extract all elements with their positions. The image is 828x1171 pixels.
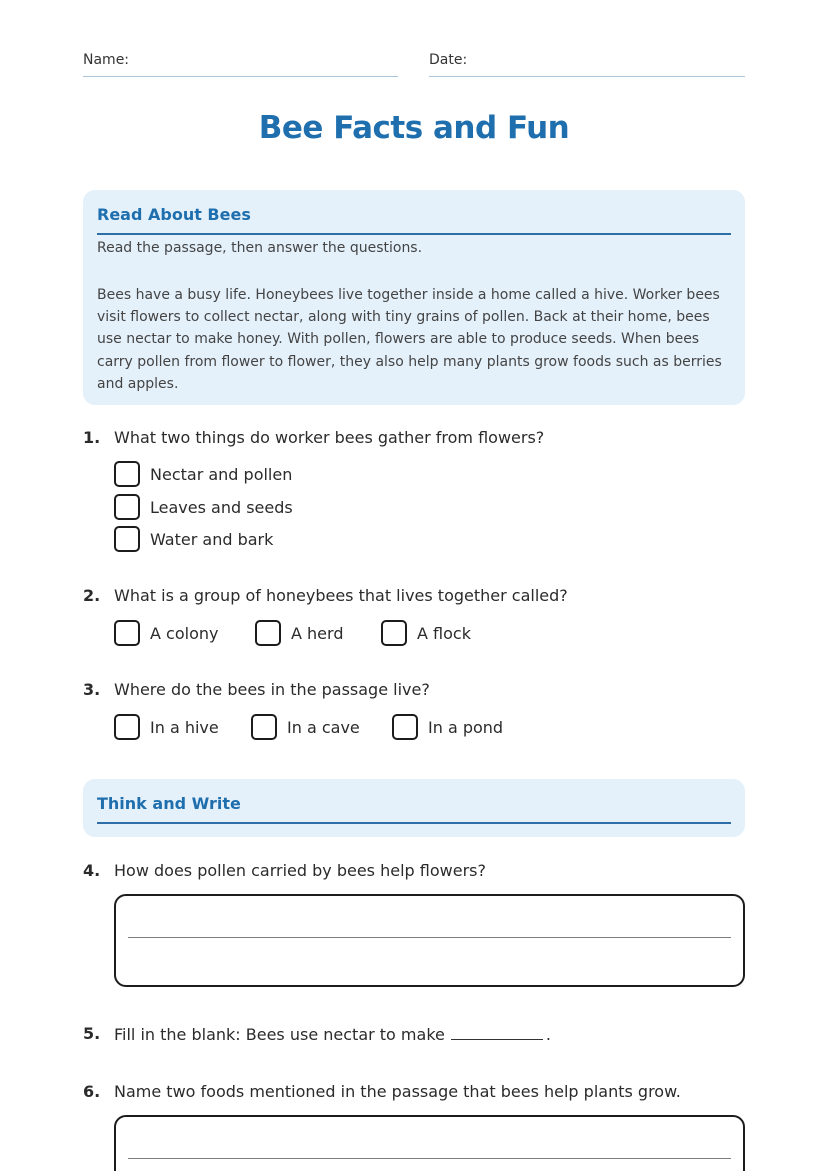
name-field[interactable] (83, 52, 398, 77)
writing-line (128, 937, 731, 938)
question-text: What is a group of honeybees that lives together called? (114, 586, 568, 605)
checkbox[interactable] (251, 714, 277, 740)
option-label: In a pond (428, 717, 504, 737)
q6-answer-box[interactable] (114, 1115, 745, 1171)
question-number: 2. (83, 586, 101, 605)
student-info-fields (83, 52, 745, 78)
writing-line (128, 1158, 731, 1159)
date-field[interactable] (429, 52, 745, 77)
q3-option-3[interactable] (392, 714, 503, 740)
q2-option-3[interactable] (381, 620, 471, 646)
q2-option-1[interactable] (114, 620, 218, 646)
question-number: 6. (83, 1082, 101, 1101)
section-heading: Think and Write (97, 794, 731, 824)
q4-answer-box[interactable] (114, 894, 745, 987)
option-label: A herd (291, 623, 344, 643)
question-text: How does pollen carried by bees help flowers? (114, 861, 486, 880)
checkbox[interactable] (381, 620, 407, 646)
q1-option-3[interactable] (114, 526, 273, 552)
checkbox[interactable] (114, 620, 140, 646)
option-label: Nectar and pollen (150, 464, 293, 484)
question-number: 3. (83, 680, 101, 699)
question-text: What two things do worker bees gather from flowers? (114, 428, 545, 447)
question-text: Fill in the blank: Bees use nectar to make (114, 1025, 445, 1044)
checkbox[interactable] (255, 620, 281, 646)
question-number: 1. (83, 428, 101, 447)
checkbox[interactable] (114, 526, 140, 552)
question-text-wrap (114, 1024, 551, 1044)
date-label: Date: (429, 52, 468, 68)
question-text: Name two foods mentioned in the passage that bees help plants grow. (114, 1082, 681, 1101)
question-number: 4. (83, 861, 101, 880)
option-label: In a hive (150, 717, 219, 737)
q1-option-2[interactable] (114, 494, 293, 520)
q2-option-2[interactable] (255, 620, 343, 646)
option-label: A flock (417, 623, 471, 643)
section-heading: Read About Bees (97, 205, 731, 235)
instructions: Read the passage, then answer the questions. (97, 240, 423, 256)
fill-in-blank[interactable] (451, 1024, 543, 1040)
q3-option-1[interactable] (114, 714, 219, 740)
think-and-write-panel (83, 779, 745, 837)
question-text-end: . (545, 1025, 551, 1044)
question-number: 5. (83, 1024, 101, 1043)
checkbox[interactable] (114, 714, 140, 740)
checkbox[interactable] (114, 494, 140, 520)
reading-passage: Bees have a busy life. Honeybees live together inside a home called a hive. Worker bees visit flowers to collect nectar, along with tiny grains of pollen. Back at their home, bees use nectar to make honey. With pollen, flowers are able to produce seeds. When bees carry pollen from flower to flower, they also help many plants grow foods such as berries and apples. (97, 287, 722, 392)
option-label: A colony (150, 623, 219, 643)
page-title: Bee Facts and Fun (258, 110, 570, 146)
q1-option-1[interactable] (114, 461, 292, 487)
option-label: In a cave (287, 717, 360, 737)
name-label: Name: (83, 52, 130, 68)
q3-option-2[interactable] (251, 714, 360, 740)
option-label: Water and bark (150, 529, 274, 549)
checkbox[interactable] (392, 714, 418, 740)
option-label: Leaves and seeds (150, 497, 293, 517)
question-text: Where do the bees in the passage live? (114, 680, 430, 699)
read-about-bees-panel (83, 190, 745, 405)
checkbox[interactable] (114, 461, 140, 487)
